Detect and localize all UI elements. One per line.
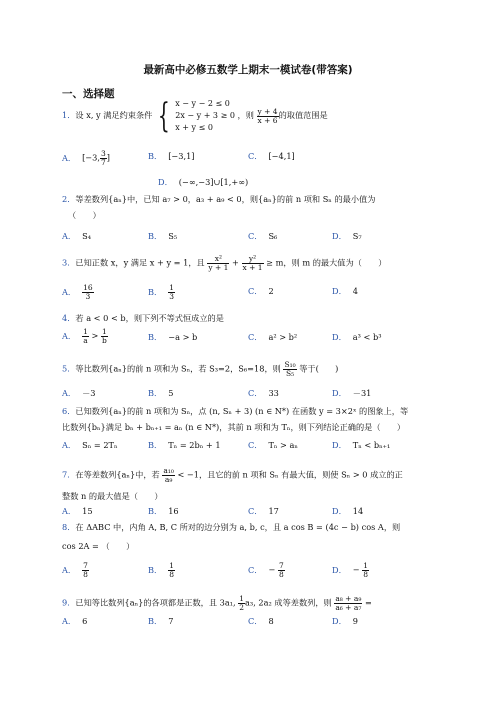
- option-text: S₅: [168, 231, 178, 241]
- option-label: B．: [148, 616, 163, 626]
- denominator: x + 1: [242, 263, 263, 272]
- operator: +: [232, 257, 239, 268]
- option-text: 4: [352, 286, 358, 296]
- option-text: [−4,1]: [268, 151, 295, 161]
- option-text: Tₙ = 2bₙ + 1: [168, 440, 221, 450]
- option-text: −a > b: [168, 332, 198, 342]
- question-number: 9．: [62, 597, 76, 608]
- option-d[interactable]: [332, 562, 369, 579]
- option-b[interactable]: [148, 284, 175, 301]
- denominator: 8: [363, 570, 369, 579]
- option-label: B．: [148, 564, 163, 575]
- option-label: A．: [62, 286, 77, 297]
- fraction: [82, 328, 89, 345]
- option-text: Tₙ > aₙ: [268, 440, 298, 450]
- option-label: A．: [62, 506, 77, 516]
- option-label: A．: [62, 564, 77, 575]
- option-text: [−3,: [82, 152, 100, 163]
- option-label: A．: [62, 440, 77, 450]
- question-text: 等于( ): [299, 363, 339, 374]
- option-b[interactable]: [148, 151, 195, 162]
- option-text: 6: [82, 616, 88, 626]
- fraction: [242, 255, 264, 272]
- option-text: S₄: [82, 231, 92, 241]
- option-c[interactable]: [248, 332, 297, 343]
- numerator: y²: [242, 255, 264, 264]
- option-text: S₇: [352, 231, 362, 241]
- option-d[interactable]: [332, 616, 358, 627]
- option-label: C．: [248, 564, 263, 575]
- option-a[interactable]: [62, 328, 108, 345]
- option-text: a³ < b³: [352, 332, 382, 342]
- option-label: C．: [248, 506, 263, 516]
- fraction: [101, 328, 108, 345]
- option-text: 15: [82, 506, 93, 516]
- option-a[interactable]: [62, 388, 96, 399]
- numerator: a₁₀: [163, 466, 174, 475]
- numerator: x²: [207, 255, 229, 264]
- numerator: 1: [169, 283, 174, 292]
- option-c[interactable]: [248, 388, 279, 399]
- question-8: [62, 521, 400, 533]
- numerator: 1: [239, 594, 245, 603]
- question-text: 等差数列{aₙ}中，已知 a₇ > 0，a₃ + a₉ < 0，则{aₙ}的前 n 项和 Sₙ 的最小值为: [75, 194, 376, 204]
- option-label: B．: [148, 332, 163, 342]
- fraction: [278, 562, 285, 579]
- option-text: 17: [268, 506, 279, 516]
- option-c[interactable]: [248, 506, 279, 517]
- question-text: 等比数列{aₙ}的前 n 项和为 Sₙ，若 S₃=2，S₆=18，则: [75, 363, 281, 374]
- fraction: [100, 150, 107, 167]
- option-a[interactable]: [62, 440, 118, 451]
- fraction: [334, 595, 362, 612]
- option-c[interactable]: [248, 151, 295, 162]
- option-label: D．: [332, 388, 347, 398]
- option-d[interactable]: [332, 440, 390, 451]
- fraction: [82, 284, 94, 301]
- option-text: ]: [106, 152, 110, 163]
- denominator: a₉: [164, 475, 173, 484]
- numerator: 7: [83, 561, 88, 570]
- option-c[interactable]: [248, 286, 274, 297]
- option-label: D．: [332, 332, 347, 342]
- option-b[interactable]: [148, 506, 179, 517]
- option-label: D．: [332, 506, 347, 516]
- option-label: A．: [62, 231, 77, 241]
- fraction: [82, 562, 89, 579]
- option-label: C．: [248, 332, 263, 342]
- option-label: D．: [332, 440, 347, 450]
- question-text: 的取值范围是: [278, 110, 328, 120]
- question-number: 4．: [62, 313, 76, 323]
- question-text: 在 ΔABC 中，内角 A, B, C 所对的边分别为 a, b, c，且 a cos B = (4c − b) cos A，则: [75, 522, 401, 532]
- denominator: 3: [169, 292, 174, 301]
- option-label: A．: [62, 616, 77, 626]
- question-8-continued: cos 2A = （ ）: [62, 541, 135, 551]
- option-c[interactable]: [248, 231, 277, 242]
- fraction: [362, 562, 369, 579]
- constraint-system: [175, 98, 235, 134]
- option-label: A．: [62, 330, 77, 341]
- fraction: [238, 595, 245, 612]
- option-label: B．: [148, 440, 163, 450]
- denominator: b: [101, 336, 107, 345]
- option-text: 8: [268, 616, 274, 626]
- operator: >: [91, 330, 99, 341]
- question-6: [62, 405, 408, 417]
- question-number: 5．: [62, 363, 76, 374]
- option-text: Sₙ = 2Tₙ: [82, 440, 118, 450]
- denominator: 3: [85, 292, 91, 301]
- option-b[interactable]: [148, 388, 173, 399]
- question-number: 3．: [62, 257, 76, 268]
- question-number: 7．: [62, 469, 76, 480]
- option-label: B．: [148, 286, 163, 297]
- question-4: [62, 312, 224, 324]
- option-label: D．: [332, 231, 347, 241]
- option-label: B．: [148, 506, 163, 516]
- question-text: 在等差数列{aₙ}中，若: [75, 469, 160, 480]
- option-text: Tₙ < bₙ₊₁: [352, 440, 391, 450]
- denominator: 7: [100, 158, 106, 167]
- fraction: [257, 108, 279, 125]
- constraint-line: 2x − y + 3 ≥ 0: [175, 111, 235, 120]
- numerator: 1: [83, 327, 88, 336]
- option-text: 9: [352, 616, 358, 626]
- numerator: 3: [100, 149, 106, 158]
- question-text: ≥ m，则 m 的最大值为（ ）: [266, 257, 387, 268]
- option-c[interactable]: [248, 562, 285, 579]
- operator: =: [364, 597, 372, 608]
- denominator: a: [83, 336, 88, 345]
- option-label: B．: [148, 388, 163, 398]
- constraint-line: x − y − 2 ≤ 0: [175, 99, 230, 108]
- option-label: A．: [62, 388, 77, 398]
- question-text: 若 a < 0 < b，则下列不等式恒成立的是: [75, 313, 224, 323]
- numerator: 1: [102, 327, 107, 336]
- denominator: x + 6: [257, 115, 278, 125]
- option-label: D．: [332, 286, 347, 296]
- option-label: C．: [248, 231, 263, 241]
- option-label: B．: [148, 151, 163, 161]
- option-text: [−3,1]: [168, 151, 195, 161]
- option-a[interactable]: [62, 562, 89, 579]
- answer-paren: （ ）: [68, 210, 101, 220]
- option-b[interactable]: [148, 562, 175, 579]
- option-label: C．: [248, 440, 263, 450]
- option-a[interactable]: [62, 616, 87, 627]
- option-label: A．: [62, 152, 77, 163]
- question-number: 1．: [62, 110, 76, 120]
- option-b[interactable]: [148, 440, 221, 451]
- question-text: 设 x, y 满足约束条件: [75, 110, 153, 120]
- numerator: 1: [363, 561, 369, 570]
- option-d[interactable]: [158, 177, 248, 188]
- denominator: y + 1: [208, 263, 229, 272]
- option-text: 33: [268, 388, 279, 398]
- option-text: 14: [352, 506, 364, 516]
- numerator: a₈ + a₉: [335, 594, 362, 603]
- option-b[interactable]: [148, 616, 173, 627]
- option-text: (−∞,−3]∪[1,+∞): [178, 177, 249, 187]
- numerator: 1: [169, 561, 174, 570]
- denominator: 8: [278, 570, 284, 579]
- question-text: 已知等比数列{aₙ}的各项都是正数，且 3a₁,: [75, 597, 236, 608]
- option-label: D．: [158, 177, 173, 187]
- denominator: 2: [239, 603, 245, 612]
- question-6-continued: 比数列{bₙ}满足 bₙ + bₙ₊₁ = aₙ (n ∈ N*)，其前 n 项和为 Tₙ，则下列结论正确的是（ ）: [62, 422, 406, 432]
- question-7: [62, 467, 403, 484]
- denominator: 8: [83, 570, 88, 579]
- fraction: [168, 284, 175, 301]
- option-d[interactable]: [332, 286, 358, 297]
- option-label: C．: [248, 616, 263, 626]
- option-text: 2: [268, 286, 274, 296]
- fraction: [207, 255, 229, 272]
- option-b[interactable]: [148, 332, 197, 343]
- option-label: C．: [248, 286, 263, 296]
- option-text: 16: [168, 506, 179, 516]
- question-text: a₃, 2a₂ 成等差数列，则: [245, 597, 332, 608]
- option-text: 7: [168, 616, 174, 626]
- option-text: S₆: [268, 231, 278, 241]
- question-text: 已知正数 x，y 满足 x + y = 1，且: [75, 257, 205, 268]
- question-3: [62, 255, 386, 272]
- option-d[interactable]: [332, 231, 362, 242]
- option-a[interactable]: [62, 284, 94, 301]
- question-number: 2．: [62, 194, 76, 204]
- option-label: C．: [248, 388, 263, 398]
- page-title: 最新高中必修五数学上期末一模试卷(带答案): [143, 64, 353, 76]
- option-text: a² > b²: [268, 332, 298, 342]
- question-text: < −1，且它的前 n 项和 Sₙ 有最大值，则使 Sₙ > 0 成立的正: [177, 469, 403, 480]
- option-text: －31: [352, 388, 372, 398]
- fraction: [283, 361, 296, 378]
- option-d[interactable]: [332, 506, 363, 517]
- denominator: S₅: [285, 369, 295, 378]
- option-b[interactable]: [148, 231, 177, 242]
- option-d[interactable]: [332, 388, 371, 399]
- question-9: [62, 595, 372, 612]
- option-c[interactable]: [248, 440, 298, 451]
- minus-sign: −: [268, 564, 276, 575]
- question-5: [62, 361, 338, 378]
- question-text: ，则: [237, 110, 254, 120]
- option-text: 5: [168, 388, 174, 398]
- numerator: S₁₀: [284, 360, 296, 369]
- minus-sign: −: [352, 564, 360, 575]
- numerator: 7: [278, 561, 284, 570]
- option-label: D．: [332, 616, 347, 626]
- question-number: 8．: [62, 522, 76, 532]
- option-a[interactable]: [62, 506, 93, 517]
- question-number: 6．: [62, 406, 76, 416]
- system-brace: {: [157, 96, 170, 136]
- fraction: [162, 467, 175, 484]
- option-c[interactable]: [248, 616, 274, 627]
- option-label: D．: [332, 564, 347, 575]
- option-d[interactable]: [332, 332, 382, 343]
- question-1: [62, 98, 328, 134]
- question-text: 已知数列{aₙ}的前 n 项和为 Sₙ，点 (n, Sₙ + 3) (n ∈ N*) 在函数 y = 3×2ˣ 的图象上，等: [75, 406, 409, 416]
- section-heading: 一、选择题: [62, 88, 115, 100]
- question-2: [62, 193, 375, 205]
- option-a[interactable]: [62, 231, 91, 242]
- option-a[interactable]: [62, 150, 110, 167]
- numerator: y + 4: [257, 106, 278, 116]
- constraint-line: x + y ≤ 0: [175, 123, 213, 132]
- fraction: [168, 562, 175, 579]
- denominator: 8: [169, 570, 174, 579]
- option-label: B．: [148, 231, 163, 241]
- option-label: C．: [248, 151, 263, 161]
- numerator: 16: [83, 283, 93, 292]
- option-text: －3: [82, 388, 96, 398]
- denominator: a₆ + a₇: [335, 603, 362, 612]
- question-7-continued: 整数 n 的最大值是（ ）: [62, 491, 163, 501]
